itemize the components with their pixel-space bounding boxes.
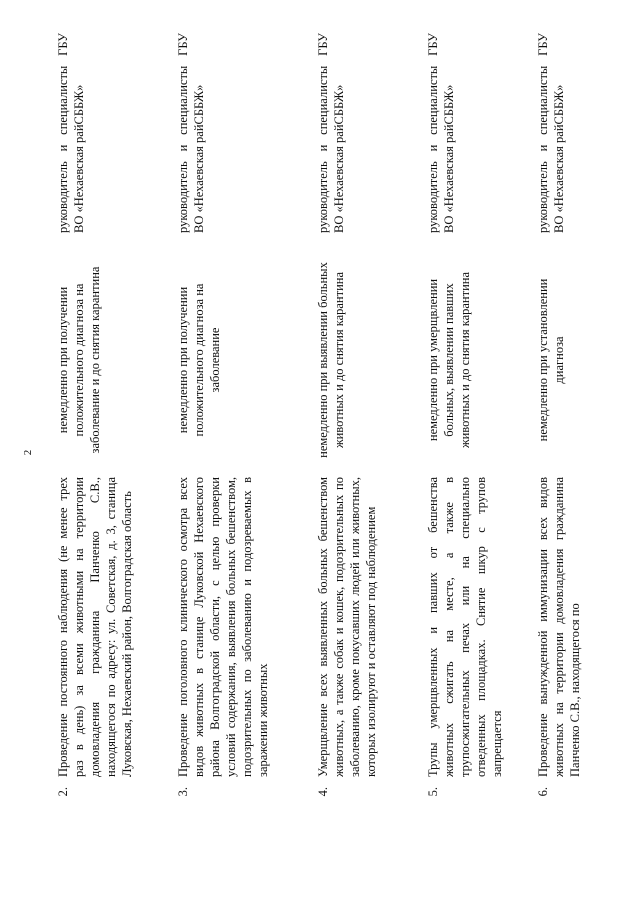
row-number: 4. [316,787,330,797]
row-action: Проведение вынужденной иммунизации всех видов животных на территории домовладения гражданина Панченко С.В., находящегося по [536,477,582,777]
row-responsible: руководитель и специалисты ГБУ ВО «Нехаевская райСББЖ» [56,33,86,233]
table-row [535,29,625,815]
row-responsible: руководитель и специалисты ГБУ ВО «Нехаевская райСББЖ» [536,33,566,233]
row-number: 5. [426,787,440,797]
row-term: немедленно при выявлении больных животных и до снятия карантина [316,262,346,458]
row-responsible: руководитель и специалисты ГБУ ВО «Нехаевская райСББЖ» [426,33,456,233]
row-action: Умерщвление всех выявленных больных бешенством животных, а также собак и кошек, подозрительных по заболеванию, кроме покусавших людей или животных, которых изолируют и оставляют под наблюдением [316,477,378,777]
row-action: Проведение поголовного клинического осмотра всех видов животных в станице Луковской Нехаевского района Волгоградской области, с целью проверки условий содержания, выявления больных бешенством, подозрительных по заболеванию и подозреваемых в заражении животных [176,477,270,777]
table-row [315,29,425,815]
row-term: немедленно при умерщвлении больных, выявлении павших животных и до снятия карантина [426,271,472,449]
row-number: 2. [56,787,70,797]
row-action: Проведение постоянного наблюдения (не менее трех раз в день) за всеми животными на территории домовладения гражданина Панченко С.В., находящегося по адресу: ул. Советская, д. 3, станица Луковская, Нехаевский район, Волгоградская область [56,477,134,777]
page-number: 2 [22,449,34,456]
row-term: немедленно при получении положительного диагноза на заболевание и до снятия карантина [56,266,102,454]
table-row [425,29,535,815]
row-number: 6. [536,787,550,797]
row-action: Трупы умерщвленных и павших от бешенства животных сжигать на месте, а также в трупосжигательных печах или на специально отведенных площадках. Снятие шкур с трупов запрещается [426,477,504,777]
row-responsible: руководитель и специалисты ГБУ ВО «Нехаевская райСББЖ» [176,33,206,233]
measures-table [55,29,625,815]
table-row [175,29,315,815]
row-term: немедленно при установлении диагноза [536,278,566,442]
row-number: 3. [176,787,190,797]
row-responsible: руководитель и специалисты ГБУ ВО «Нехаевская райСББЖ» [316,33,346,233]
row-term: немедленно при получении положительного диагноза на заболевание [176,283,222,437]
table-row [55,29,175,815]
